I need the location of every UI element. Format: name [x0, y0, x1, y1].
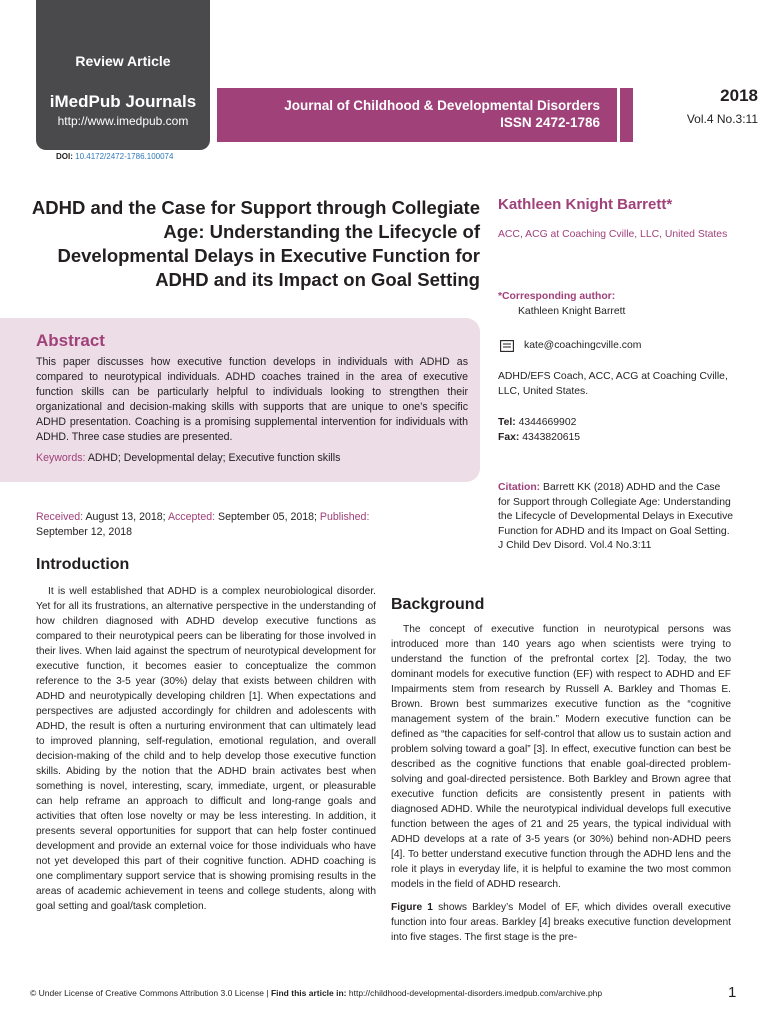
- article-title: ADHD and the Case for Support through Collegiate Age: Understanding the Lifecycle of Developmental Delays in Executive Function for ADHD and its Impact on Goal Setting: [31, 197, 480, 290]
- background-heading: Background: [391, 596, 485, 613]
- license-text: © Under License of Creative Commons Attribution 3.0 License |: [30, 988, 269, 998]
- corresponding-author: [498, 290, 625, 319]
- introduction-body: [36, 584, 376, 914]
- author-name: Kathleen Knight Barrett*: [498, 196, 673, 213]
- publisher-url[interactable]: http://www.imedpub.com: [57, 114, 189, 128]
- background-body: [391, 622, 731, 945]
- keywords-label: Keywords:: [36, 452, 86, 464]
- corresponding-name: Kathleen Knight Barrett: [518, 305, 626, 317]
- page-number: 1: [728, 984, 737, 1001]
- fax-label: Fax:: [498, 431, 520, 443]
- find-label: Find this article in:: [270, 988, 347, 998]
- publication-year: 2018: [720, 86, 758, 105]
- abstract-box: [0, 318, 480, 482]
- received-date: August 13, 2018;: [85, 511, 166, 523]
- envelope-icon: [500, 340, 514, 352]
- article-type: Review Article: [75, 53, 171, 69]
- citation-label: Citation:: [498, 482, 541, 493]
- doi-link[interactable]: 10.4172/2472-1786.100074: [75, 152, 174, 161]
- published-label: Published:: [319, 511, 370, 523]
- figure-1-reference[interactable]: Figure 1: [391, 902, 433, 913]
- author-email[interactable]: kate@coachingcville.com: [524, 340, 642, 351]
- tel-label: Tel:: [498, 417, 516, 428]
- doi-line: [56, 152, 173, 161]
- archive-link[interactable]: http://childhood-developmental-disorders.imedpub.com/archive.php: [348, 988, 603, 998]
- author-affiliation: ACC, ACG at Coaching Cville, LLC, United States: [498, 229, 728, 240]
- accepted-label: Accepted:: [167, 511, 216, 523]
- abstract-heading: Abstract: [36, 331, 105, 350]
- keywords-line: [36, 451, 468, 466]
- author-position: ADHD/EFS Coach, ACC, ACG at Coaching Cville, LLC, United States.: [498, 371, 728, 397]
- citation-block: [498, 481, 734, 554]
- received-label: Received:: [36, 511, 84, 523]
- journal-issn: ISSN 2472-1786: [500, 115, 600, 130]
- background-paragraph-1: The concept of executive function in neurotypical persons was introduced more than 140 years ago when scientists were trying to understand the function of the prefrontal cortex [2]. Today, the two dominant models for executive function (EF) with respect to ADHD and EF Impairments stem from research by Russell A. Barkley and Thomas E. Brown. Brown best summarizes executive function as the “cognitive management system of the brain.” Modern executive function can be defined as “the capacities for self-control that allow us to sustain action and problem solving toward a goal” [3]. In effect, executive function can best be described as the cognitive functions that enable goal-directed problem-solving and goal-directed persistence. Both Barkley and Brown agree that executive function deficits are consistently present in patients with diagnosed ADHD. While the neurotypical individual develops full executive function between the ages of 21 and 25 years, the typical individual with ADHD develops at a rate of 3-5 years (or 30%) behind non-ADHD peers [4]. To better understand executive function through the ADHD lens and the role it plays in everyday life, it is helpful to examine the two most common models in the field of ADHD research.: [391, 624, 731, 890]
- contact-numbers: [498, 416, 580, 445]
- published-date: September 12, 2018: [36, 526, 133, 538]
- introduction-heading: Introduction: [36, 556, 130, 573]
- background-paragraph-2-text: shows Barkley’s Model of EF, which divides overall executive function into four areas. Barkley [4] breaks executive function development into five stages. The first stage is the pre-: [391, 902, 731, 943]
- journal-banner: [217, 88, 617, 142]
- doi-label: DOI:: [56, 152, 73, 161]
- background-paragraph-2: [391, 900, 731, 945]
- journal-masthead: [36, 0, 210, 150]
- volume-issue: Vol.4 No.3:11: [686, 112, 758, 126]
- keywords-text: ADHD; Developmental delay; Executive function skills: [87, 452, 341, 464]
- tel-number: 4344669902: [518, 417, 577, 428]
- introduction-paragraph: It is well established that ADHD is a complex neurobiological disorder. Yet for all its frustrations, an alternative perspective in the understanding of how children diagnosed with ADHD develop executive functions as compared to their neurotypical peers can be liberating for those involved in their lives. When laid against the spectrum of neurotypical development for executive function, it becomes easier to conceptualize the common reference to the 3-5 year (30%) delay that exists between children with ADHD and neurotypically developing children [1]. When expectations and perspectives are adjusted accordingly for children and adolescents with ADHD, the result is often a nurturing environment that can ultimately lead to improved planning, self-regulation, emotional regulation, and overall decision-making of the child and to help develop those executive function skills. Abiding by the notion that the ADHD brain activates best when something is novel, interesting, scary, immediate, urgent, or pleasurable can help reframe an approach to difficult and long-range goals and activities that often lose novelty or may be less interesting. In addition, it presents several opportunities for support that can help foster continued development and provide an external voice for those individuals who have not yet developed this part of their cognitive function. ADHD coaching is one complimentary support service that is showing promising results in the areas of academic achievement in teens and college students, along with goal setting and goal/task completion.: [36, 586, 376, 912]
- fax-number: 4343820615: [522, 431, 581, 443]
- banner-edge: [620, 88, 633, 142]
- article-dates: [36, 510, 406, 540]
- corresponding-label: *Corresponding author:: [498, 291, 616, 302]
- journal-name: Journal of Childhood & Developmental Disorders: [284, 98, 600, 113]
- abstract-text: This paper discusses how executive function develops in individuals with ADHD as compared to neurotypical individuals. ADHD coaches trained in the area of executive function skills can be particularly helpful to individuals looking to strengthen their organizational and decision-making skills with supports that are unique to one’s specific ADHD presentation. Coaching is a promising supplemental intervention for individuals with ADHD. Three case studies are presented.: [36, 356, 468, 443]
- citation-text: Barrett KK (2018) ADHD and the Case for Support through Collegiate Age: Understanding the Lifecycle of Developmental Delays in Executive Function for ADHD and its Impact on Goal Setting. J Child Dev Disord. Vol.4 No.3:11: [498, 482, 734, 551]
- accepted-date: September 05, 2018;: [218, 511, 317, 523]
- page-footer: [30, 988, 602, 998]
- publisher-name: iMedPub Journals: [49, 92, 197, 111]
